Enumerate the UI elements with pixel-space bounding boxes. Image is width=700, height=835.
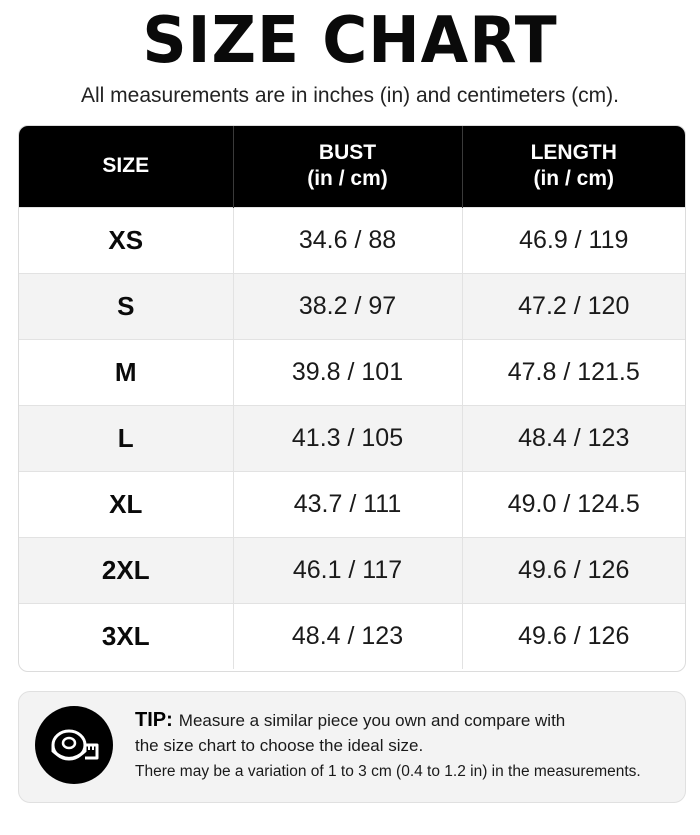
length-cell: 49.6 / 126 [462,537,685,603]
header-bust [233,126,462,207]
tip-text [135,708,680,785]
size-cell: 3XL [19,603,233,669]
tip-label: TIP: [135,709,173,731]
header-size [19,126,233,207]
length-cell: 49.0 / 124.5 [462,471,685,537]
length-cell: 47.8 / 121.5 [462,339,685,405]
bust-cell: 46.1 / 117 [233,537,462,603]
header-length [462,126,685,207]
page-title: SIZE CHART [142,4,558,78]
table-row [19,603,685,669]
size-cell: S [19,273,233,339]
length-cell: 47.2 / 120 [462,273,685,339]
header-bust-label: BUST [318,141,377,165]
page-subtitle: All measurements are in inches (in) and centimeters (cm). [80,84,620,107]
bust-cell: 48.4 / 123 [233,603,462,669]
size-table-container [18,125,686,672]
tip-line-2: the size chart to choose the ideal size. [135,736,424,755]
header-bust-unit: (in / cm) [307,167,388,191]
bust-cell: 34.6 / 88 [233,207,462,273]
bust-cell: 41.3 / 105 [233,405,462,471]
table-row [19,471,685,537]
size-cell: XS [19,207,233,273]
table-row [19,405,685,471]
header-length-unit: (in / cm) [533,167,614,191]
header-size-label: SIZE [102,154,150,178]
table-row [19,273,685,339]
size-table-header [19,126,685,207]
table-row [19,207,685,273]
header-length-label: LENGTH [530,141,617,165]
length-cell: 49.6 / 126 [462,603,685,669]
tip-line-1 [135,708,680,733]
length-cell: 48.4 / 123 [462,405,685,471]
tip-line-3: There may be a variation of 1 to 3 cm (0.4 to 1.2 in) in the measurements. [135,763,641,780]
bust-cell: 43.7 / 111 [233,471,462,537]
size-cell: XL [19,471,233,537]
table-row [19,339,685,405]
size-cell: 2XL [19,537,233,603]
measuring-tape-icon [35,706,113,784]
table-row [19,537,685,603]
tip-box [18,691,686,803]
length-cell: 46.9 / 119 [462,207,685,273]
header-row [19,126,685,207]
bust-cell: 39.8 / 101 [233,339,462,405]
size-cell: L [19,405,233,471]
tip-text-1: Measure a similar piece you own and compare with [178,711,566,730]
size-table [19,126,685,669]
bust-cell: 38.2 / 97 [233,273,462,339]
size-cell: M [19,339,233,405]
size-table-body [19,207,685,669]
